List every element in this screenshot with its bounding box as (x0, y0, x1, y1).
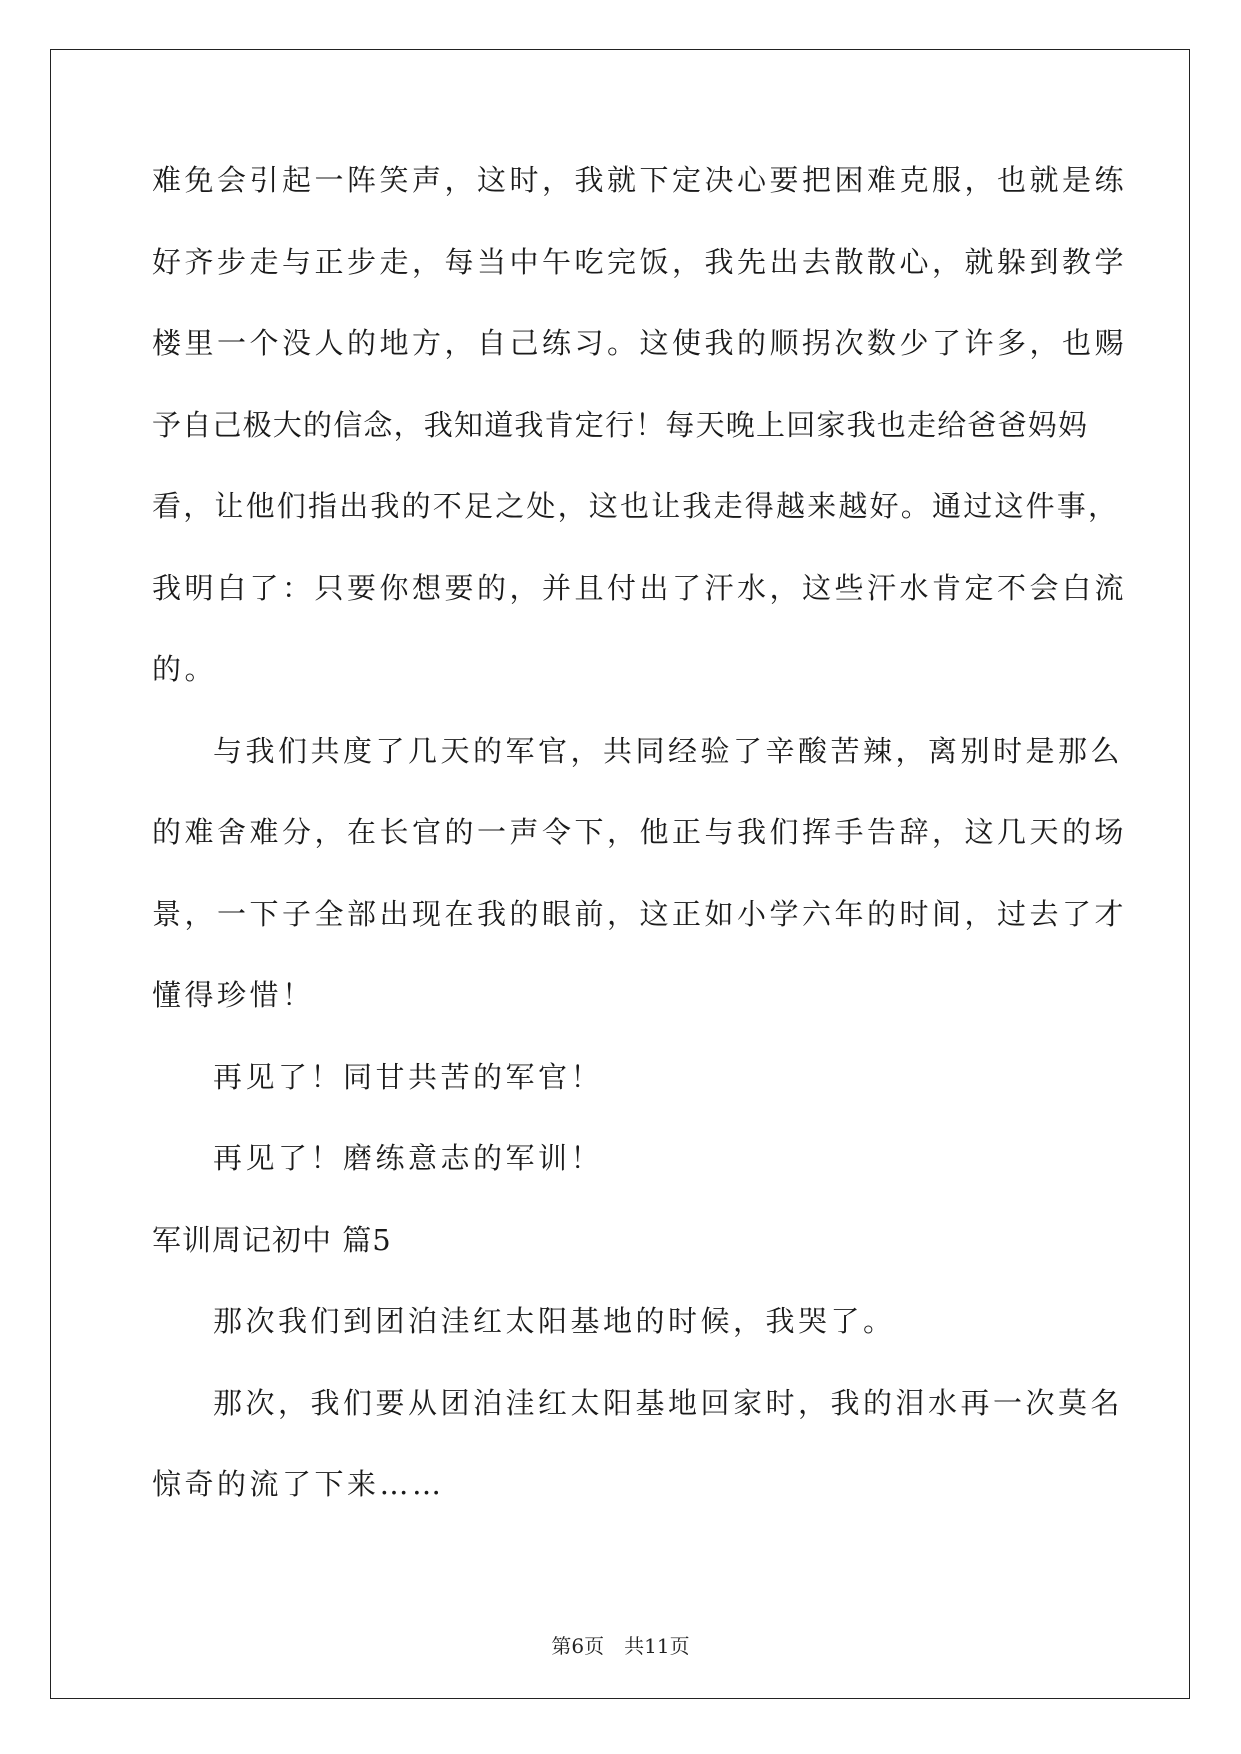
page-number-footer: 第6页 共11页 (551, 1634, 690, 1658)
text-line: 的。 (152, 652, 218, 686)
text-line: 予自己极大的信念，我知道我肯定行！每天晚上回家我也走给爸爸妈妈 (152, 407, 1089, 442)
document-body (152, 160, 1128, 1546)
section-heading: 军训周记初中 篇5 (152, 1222, 392, 1257)
paragraph-first-line: 与我们共度了几天的军官，共同经验了辛酸苦辣，离别时是那么 (213, 733, 1124, 768)
text-line: 的难舍难分，在长官的一声令下，他正与我们挥手告辞，这几天的场 (152, 815, 1128, 849)
text-line: 惊奇的流了下来…… (152, 1467, 445, 1501)
text-line: 看，让他们指出我的不足之处，这也让我走得越来越好。通过这件事， (152, 489, 1120, 523)
text-line: 景，一下子全部出现在我的眼前，这正如小学六年的时间，过去了才 (152, 896, 1128, 931)
text-line: 我明白了：只要你想要的，并且付出了汗水，这些汗水肯定不会白流 (152, 570, 1128, 605)
text-line: 难免会引起一阵笑声，这时，我就下定决心要把困难克服，也就是练 (152, 163, 1128, 197)
text-line: 懂得珍惜！ (152, 978, 315, 1012)
text-line: 楼里一个没人的地方，自己练习。这使我的顺拐次数少了许多，也赐 (152, 326, 1128, 360)
text-line: 好齐步走与正步走，每当中午吃完饭，我先出去散散心，就躲到教学 (152, 244, 1128, 279)
paragraph-first-line: 再见了！同甘共苦的军官！ (213, 1059, 604, 1094)
paragraph-first-line: 再见了！磨练意志的军训！ (213, 1141, 604, 1175)
paragraph-first-line: 那次我们到团泊洼红太阳基地的时候，我哭了。 (213, 1304, 896, 1338)
paragraph-first-line: 那次，我们要从团泊洼红太阳基地回家时，我的泪水再一次莫名 (213, 1385, 1124, 1420)
